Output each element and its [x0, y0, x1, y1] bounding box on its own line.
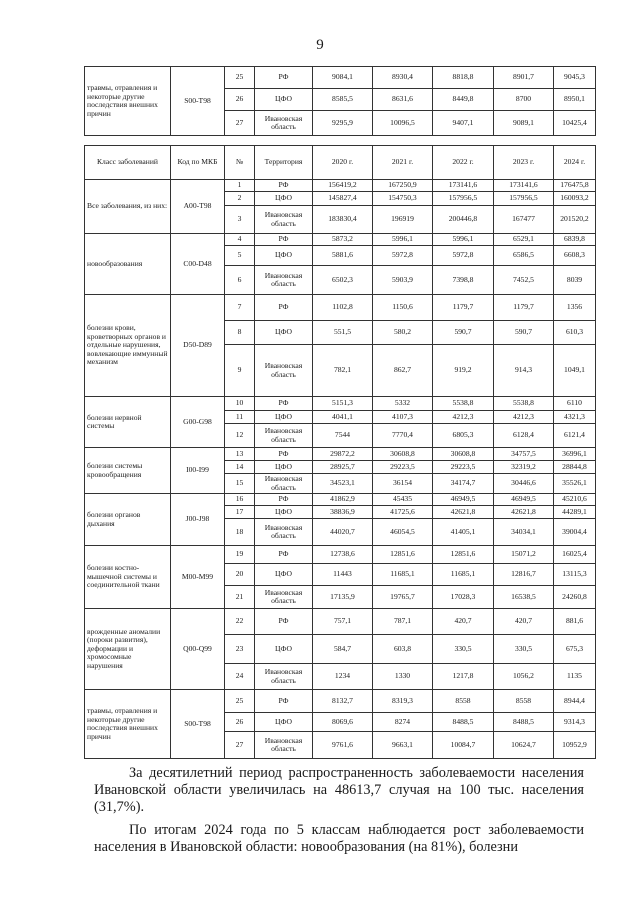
value-cell: 9314,3 [554, 713, 596, 732]
value-cell: 17135,9 [313, 586, 373, 609]
value-cell: 1049,1 [554, 345, 596, 397]
value-cell: 41862,9 [313, 494, 373, 506]
territory: РФ [255, 494, 313, 506]
value-cell: 45435 [373, 494, 433, 506]
row-number: 13 [225, 448, 255, 461]
territory: Ивановская область [255, 586, 313, 609]
disease-class: врожденные аномалии (пороки развития), деформации и хромосомные нарушения [85, 609, 171, 690]
row-number: 18 [225, 519, 255, 546]
value-cell: 11685,1 [373, 564, 433, 586]
value-cell: 5151,3 [313, 397, 373, 411]
value-cell: 590,7 [433, 321, 494, 345]
value-cell: 30446,6 [494, 474, 554, 494]
value-cell: 28925,7 [313, 461, 373, 474]
territory: РФ [255, 546, 313, 564]
value-cell: 8944,4 [554, 690, 596, 713]
value-cell: 4212,3 [433, 411, 494, 424]
value-cell: 160093,2 [554, 192, 596, 206]
territory: ЦФО [255, 713, 313, 732]
row-number: 19 [225, 546, 255, 564]
value-cell: 11685,1 [433, 564, 494, 586]
row-number: 27 [225, 732, 255, 759]
value-cell: 36154 [373, 474, 433, 494]
value-cell: 6608,3 [554, 246, 596, 266]
row-number: 3 [225, 206, 255, 234]
value-cell: 8930,4 [373, 67, 433, 89]
icd-code: C00-D48 [171, 234, 225, 295]
territory: ЦФО [255, 192, 313, 206]
row-number: 21 [225, 586, 255, 609]
territory: РФ [255, 295, 313, 321]
icd-code: Q00-Q99 [171, 609, 225, 690]
header-code: Код по МКБ [171, 146, 225, 180]
disease-class: болезни системы кровообращения [85, 448, 171, 494]
value-cell: 757,1 [313, 609, 373, 635]
value-cell: 1234 [313, 664, 373, 690]
value-cell: 610,3 [554, 321, 596, 345]
value-cell: 30608,8 [433, 448, 494, 461]
territory: РФ [255, 448, 313, 461]
value-cell: 9407,1 [433, 111, 494, 136]
value-cell: 8558 [433, 690, 494, 713]
main-table [84, 145, 596, 759]
value-cell: 10084,7 [433, 732, 494, 759]
disease-class: болезни органов дыхания [85, 494, 171, 546]
value-cell: 201520,2 [554, 206, 596, 234]
icd-code: G00-G98 [171, 397, 225, 448]
row-number: 20 [225, 564, 255, 586]
territory: ЦФО [255, 411, 313, 424]
territory: Ивановская область [255, 206, 313, 234]
icd-code: I00-I99 [171, 448, 225, 494]
value-cell: 35526,1 [554, 474, 596, 494]
value-cell: 30608,8 [373, 448, 433, 461]
header-year: 2023 г. [494, 146, 554, 180]
value-cell: 7770,4 [373, 424, 433, 448]
disease-class: болезни крови, кроветворных органов и отдельные нарушения, вовлекающие иммунный механизм [85, 295, 171, 397]
value-cell: 9089,1 [494, 111, 554, 136]
value-cell: 5903,9 [373, 266, 433, 295]
value-cell: 183830,4 [313, 206, 373, 234]
value-cell: 167477 [494, 206, 554, 234]
value-cell: 5538,8 [433, 397, 494, 411]
value-cell: 8901,7 [494, 67, 554, 89]
value-cell: 7452,5 [494, 266, 554, 295]
value-cell: 787,1 [373, 609, 433, 635]
header-num: № [225, 146, 255, 180]
value-cell: 919,2 [433, 345, 494, 397]
value-cell: 16025,4 [554, 546, 596, 564]
row-number: 25 [225, 67, 255, 89]
row-number: 8 [225, 321, 255, 345]
value-cell: 1056,2 [494, 664, 554, 690]
value-cell: 36996,1 [554, 448, 596, 461]
value-cell: 176475,8 [554, 180, 596, 192]
value-cell: 145827,4 [313, 192, 373, 206]
disease-class: травмы, отравления и некоторые другие последствия внешних причин [85, 67, 171, 136]
value-cell: 15071,2 [494, 546, 554, 564]
value-cell: 590,7 [494, 321, 554, 345]
value-cell: 29872,2 [313, 448, 373, 461]
territory: Ивановская область [255, 664, 313, 690]
territory: Ивановская область [255, 424, 313, 448]
value-cell: 4041,1 [313, 411, 373, 424]
value-cell: 29223,5 [373, 461, 433, 474]
value-cell: 6839,8 [554, 234, 596, 246]
value-cell: 38836,9 [313, 506, 373, 519]
value-cell: 29223,5 [433, 461, 494, 474]
value-cell: 8700 [494, 89, 554, 111]
value-cell: 6529,1 [494, 234, 554, 246]
value-cell: 11443 [313, 564, 373, 586]
territory: ЦФО [255, 635, 313, 664]
row-number: 14 [225, 461, 255, 474]
row-number: 6 [225, 266, 255, 295]
value-cell: 156419,2 [313, 180, 373, 192]
territory: ЦФО [255, 461, 313, 474]
value-cell: 1179,7 [433, 295, 494, 321]
value-cell: 9295,9 [313, 111, 373, 136]
header-year: 2021 г. [373, 146, 433, 180]
value-cell: 10952,9 [554, 732, 596, 759]
value-cell: 5538,8 [494, 397, 554, 411]
value-cell: 1217,8 [433, 664, 494, 690]
row-number: 16 [225, 494, 255, 506]
value-cell: 41725,6 [373, 506, 433, 519]
table-row [85, 546, 596, 564]
value-cell: 42621,8 [433, 506, 494, 519]
value-cell: 10624,7 [494, 732, 554, 759]
value-cell: 420,7 [433, 609, 494, 635]
row-number: 15 [225, 474, 255, 494]
icd-code: D50-D89 [171, 295, 225, 397]
row-number: 26 [225, 713, 255, 732]
territory: ЦФО [255, 506, 313, 519]
value-cell: 5996,1 [373, 234, 433, 246]
value-cell: 8585,5 [313, 89, 373, 111]
territory: ЦФО [255, 89, 313, 111]
table-row [85, 295, 596, 321]
value-cell: 39004,4 [554, 519, 596, 546]
row-number: 7 [225, 295, 255, 321]
value-cell: 44289,1 [554, 506, 596, 519]
header-year: 2020 г. [313, 146, 373, 180]
value-cell: 167250,9 [373, 180, 433, 192]
header-year: 2022 г. [433, 146, 494, 180]
value-cell: 4107,3 [373, 411, 433, 424]
disease-class: новообразования [85, 234, 171, 295]
value-cell: 330,5 [494, 635, 554, 664]
header-year: 2024 г. [554, 146, 596, 180]
value-cell: 1102,8 [313, 295, 373, 321]
value-cell: 34757,5 [494, 448, 554, 461]
territory: Ивановская область [255, 345, 313, 397]
value-cell: 24260,8 [554, 586, 596, 609]
value-cell: 196919 [373, 206, 433, 234]
value-cell: 8818,8 [433, 67, 494, 89]
value-cell: 5332 [373, 397, 433, 411]
disease-class: болезни нервной системы [85, 397, 171, 448]
territory: РФ [255, 67, 313, 89]
value-cell: 8558 [494, 690, 554, 713]
value-cell: 5873,2 [313, 234, 373, 246]
row-number: 5 [225, 246, 255, 266]
value-cell: 46054,5 [373, 519, 433, 546]
value-cell: 8039 [554, 266, 596, 295]
page-number: 9 [316, 37, 324, 53]
value-cell: 4212,3 [494, 411, 554, 424]
value-cell: 42621,8 [494, 506, 554, 519]
row-number: 25 [225, 690, 255, 713]
row-number: 11 [225, 411, 255, 424]
value-cell: 154750,3 [373, 192, 433, 206]
value-cell: 8950,1 [554, 89, 596, 111]
row-number: 26 [225, 89, 255, 111]
value-cell: 12738,6 [313, 546, 373, 564]
value-cell: 12851,6 [373, 546, 433, 564]
row-number: 2 [225, 192, 255, 206]
value-cell: 9663,1 [373, 732, 433, 759]
value-cell: 551,5 [313, 321, 373, 345]
value-cell: 17028,3 [433, 586, 494, 609]
row-number: 1 [225, 180, 255, 192]
territory: ЦФО [255, 246, 313, 266]
table-row [85, 180, 596, 192]
territory: РФ [255, 609, 313, 635]
value-cell: 46949,5 [494, 494, 554, 506]
value-cell: 8631,6 [373, 89, 433, 111]
value-cell: 6128,4 [494, 424, 554, 448]
row-number: 12 [225, 424, 255, 448]
paragraph-2 [94, 822, 584, 856]
value-cell: 603,8 [373, 635, 433, 664]
table-row [85, 448, 596, 461]
row-number: 17 [225, 506, 255, 519]
row-number: 22 [225, 609, 255, 635]
icd-code: S00-T98 [171, 67, 225, 136]
value-cell: 8069,6 [313, 713, 373, 732]
territory: РФ [255, 690, 313, 713]
row-number: 27 [225, 111, 255, 136]
row-number: 24 [225, 664, 255, 690]
value-cell: 1330 [373, 664, 433, 690]
value-cell: 44020,7 [313, 519, 373, 546]
icd-code: A00-T98 [171, 180, 225, 234]
value-cell: 9761,6 [313, 732, 373, 759]
value-cell: 7544 [313, 424, 373, 448]
value-cell: 12851,6 [433, 546, 494, 564]
header-class: Класс заболеваний [85, 146, 171, 180]
value-cell: 5972,8 [433, 246, 494, 266]
value-cell: 6121,4 [554, 424, 596, 448]
value-cell: 8488,5 [433, 713, 494, 732]
value-cell: 34523,1 [313, 474, 373, 494]
icd-code: M00-M99 [171, 546, 225, 609]
value-cell: 173141,6 [494, 180, 554, 192]
territory: РФ [255, 180, 313, 192]
value-cell: 5972,8 [373, 246, 433, 266]
value-cell: 6586,5 [494, 246, 554, 266]
table-row [85, 397, 596, 411]
table-row [85, 67, 596, 89]
value-cell: 157956,5 [433, 192, 494, 206]
value-cell: 675,3 [554, 635, 596, 664]
row-number: 4 [225, 234, 255, 246]
value-cell: 32319,2 [494, 461, 554, 474]
value-cell: 5996,1 [433, 234, 494, 246]
territory: ЦФО [255, 321, 313, 345]
value-cell: 1179,7 [494, 295, 554, 321]
header-row [85, 146, 596, 180]
territory: РФ [255, 397, 313, 411]
value-cell: 10425,4 [554, 111, 596, 136]
row-number: 10 [225, 397, 255, 411]
territory: Ивановская область [255, 519, 313, 546]
value-cell: 45210,6 [554, 494, 596, 506]
value-cell: 200446,8 [433, 206, 494, 234]
territory: ЦФО [255, 564, 313, 586]
value-cell: 9084,1 [313, 67, 373, 89]
value-cell: 914,3 [494, 345, 554, 397]
value-cell: 8449,8 [433, 89, 494, 111]
value-cell: 782,1 [313, 345, 373, 397]
value-cell: 8488,5 [494, 713, 554, 732]
value-cell: 420,7 [494, 609, 554, 635]
disease-class: Все заболевания, из них: [85, 180, 171, 234]
value-cell: 862,7 [373, 345, 433, 397]
disease-class: травмы, отравления и некоторые другие последствия внешних причин [85, 690, 171, 759]
territory: Ивановская область [255, 732, 313, 759]
value-cell: 16538,5 [494, 586, 554, 609]
table-row [85, 234, 596, 246]
value-cell: 1150,6 [373, 295, 433, 321]
value-cell: 34034,1 [494, 519, 554, 546]
territory: Ивановская область [255, 111, 313, 136]
disease-class: болезни костно-мышечной системы и соединительной ткани [85, 546, 171, 609]
value-cell: 41405,1 [433, 519, 494, 546]
icd-code: S00-T98 [171, 690, 225, 759]
value-cell: 7398,8 [433, 266, 494, 295]
table-row [85, 690, 596, 713]
value-cell: 8319,3 [373, 690, 433, 713]
paragraph-text: За десятилетний период распространенность заболеваемости населения Ивановской области увеличилась на 48613,7 случая на 100 тыс. населения (31,7%). [94, 765, 584, 815]
table-row [85, 494, 596, 506]
territory: Ивановская область [255, 266, 313, 295]
value-cell: 9045,3 [554, 67, 596, 89]
territory: Ивановская область [255, 474, 313, 494]
value-cell: 46949,5 [433, 494, 494, 506]
icd-code: J00-J98 [171, 494, 225, 546]
territory: РФ [255, 234, 313, 246]
value-cell: 4321,3 [554, 411, 596, 424]
row-number: 9 [225, 345, 255, 397]
value-cell: 34174,7 [433, 474, 494, 494]
paragraph-1 [94, 765, 584, 816]
value-cell: 6110 [554, 397, 596, 411]
value-cell: 8132,7 [313, 690, 373, 713]
value-cell: 12816,7 [494, 564, 554, 586]
value-cell: 28844,8 [554, 461, 596, 474]
value-cell: 8274 [373, 713, 433, 732]
value-cell: 330,5 [433, 635, 494, 664]
value-cell: 881,6 [554, 609, 596, 635]
value-cell: 6805,3 [433, 424, 494, 448]
value-cell: 6502,3 [313, 266, 373, 295]
value-cell: 19765,7 [373, 586, 433, 609]
value-cell: 1356 [554, 295, 596, 321]
value-cell: 5881,6 [313, 246, 373, 266]
value-cell: 1135 [554, 664, 596, 690]
table-row [85, 609, 596, 635]
value-cell: 157956,5 [494, 192, 554, 206]
row-number: 23 [225, 635, 255, 664]
value-cell: 580,2 [373, 321, 433, 345]
value-cell: 13115,3 [554, 564, 596, 586]
top-table [84, 66, 596, 136]
paragraph-text: По итогам 2024 года по 5 классам наблюдается рост заболеваемости населения в Ивановской области: новообразования (на 81%), болезни [94, 822, 584, 855]
value-cell: 173141,6 [433, 180, 494, 192]
value-cell: 10096,5 [373, 111, 433, 136]
value-cell: 584,7 [313, 635, 373, 664]
header-territory: Территория [255, 146, 313, 180]
